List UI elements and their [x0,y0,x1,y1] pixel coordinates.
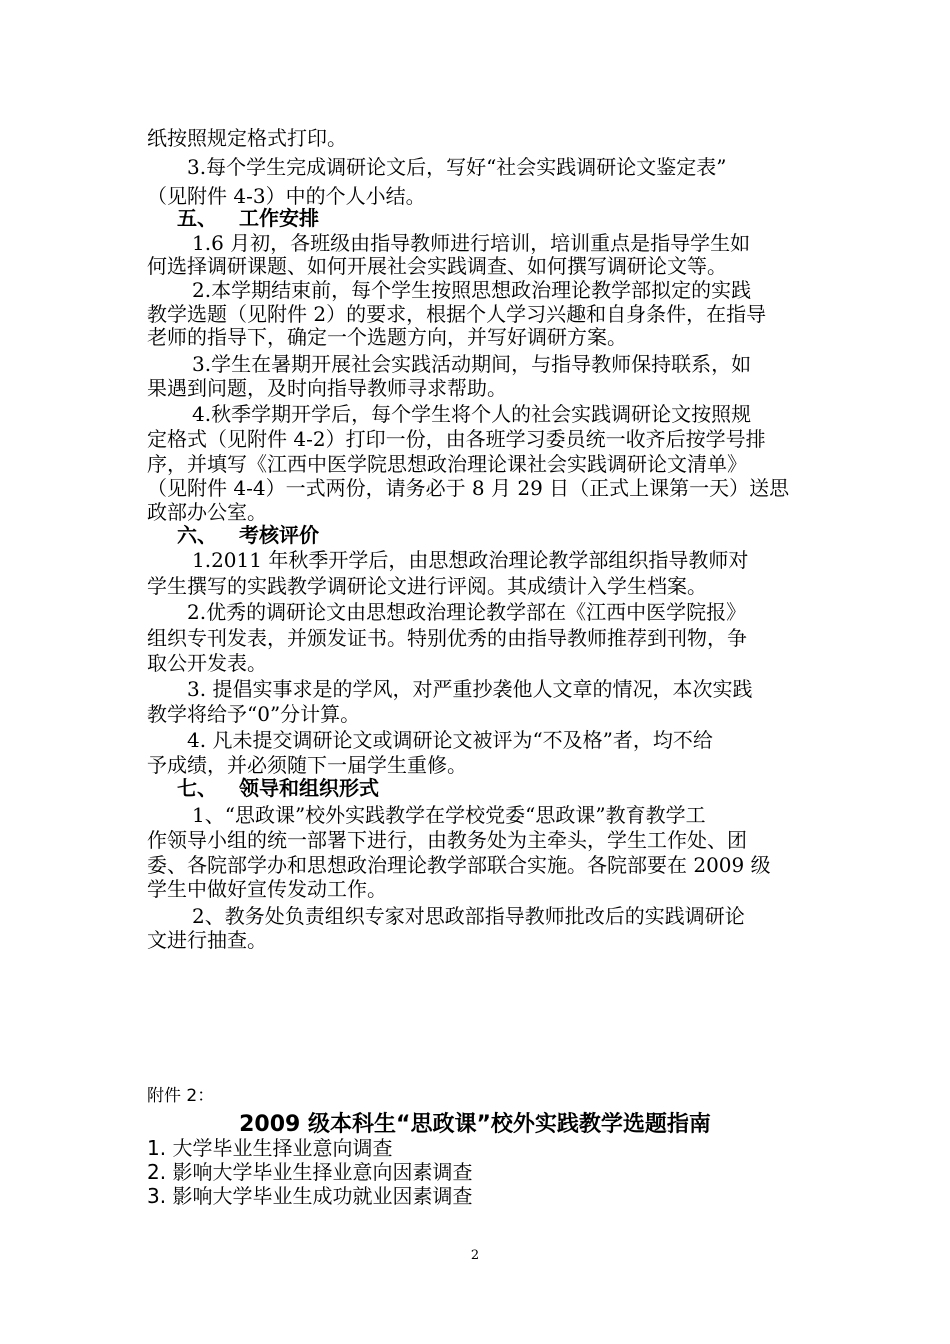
body-line: 1.6 月初，各班级由指导教师进行培训，培训重点是指导学生如 [192,231,751,255]
heading-number: 六、 [177,523,217,547]
heading-text: 工作安排 [239,206,319,230]
body-line: 定格式（见附件 4-2）打印一份，由各班学习委员统一收齐后按学号排 [147,427,766,451]
body-line: 委、各院部学办和思想政治理论教学部联合实施。各院部要在 2009 级 [147,853,771,877]
annex-label: 附件 2： [147,1086,215,1106]
page-number: 2 [470,1248,480,1263]
body-line: 取公开发表。 [147,651,267,675]
guide-title: 2009 级本科生“思政课”校外实践教学选题指南 [239,1112,711,1137]
body-line: 3.每个学生完成调研论文后，写好“社会实践调研论文鉴定表” [187,155,727,179]
body-line: 教学将给予“0”分计算。 [147,702,361,726]
body-line: 纸按照规定格式打印。 [147,126,347,150]
heading-text: 领导和组织形式 [239,776,379,800]
body-line: 果遇到问题，及时向指导教师寻求帮助。 [147,376,507,400]
body-line: 2.优秀的调研论文由思想政治理论教学部在《江西中医学院报》 [187,600,747,624]
body-line: 组织专刊发表，并颁发证书。特别优秀的由指导教师推荐到刊物，争 [147,626,747,650]
section-heading-7 [177,774,857,803]
heading-number: 五、 [177,206,217,230]
list-item: 2. 影响大学毕业生择业意向因素调查 [147,1160,473,1184]
body-line: 作领导小组的统一部署下进行，由教务处为主牵头，学生工作处、团 [147,828,747,852]
list-item: 1. 大学毕业生择业意向调查 [147,1136,393,1160]
list-item: 3. 影响大学毕业生成功就业因素调查 [147,1184,473,1208]
body-line: 3. 提倡实事求是的学风，对严重抄袭他人文章的情况，本次实践 [187,677,753,701]
body-line: 4.秋季学期开学后，每个学生将个人的社会实践调研论文按照规 [192,402,752,426]
body-line: 予成绩，并必须随下一届学生重修。 [147,753,467,777]
body-line: 教学选题（见附件 2）的要求，根据个人学习兴趣和自身条件，在指导 [147,302,767,326]
body-line: 2、教务处负责组织专家对思政部指导教师批改后的实践调研论 [192,904,745,928]
heading-text: 考核评价 [239,523,319,547]
body-line: 1.2011 年秋季开学后，由思想政治理论教学部组织指导教师对 [192,548,749,572]
body-line: 4. 凡未提交调研论文或调研论文被评为“不及格”者，均不给 [187,728,713,752]
body-line: 学生撰写的实践教学调研论文进行评阅。其成绩计入学生档案。 [147,574,707,598]
heading-number: 七、 [177,776,217,800]
body-line: 学生中做好宣传发动工作。 [147,877,387,901]
body-line: 何选择调研课题、如何开展社会实践调查、如何撰写调研论文等。 [147,254,727,278]
body-line: 政部办公室。 [147,500,267,524]
body-line: （见附件 4-3）中的个人小结。 [147,184,426,208]
body-line: 3.学生在暑期开展社会实践活动期间，与指导教师保持联系，如 [192,352,752,376]
body-line: （见附件 4-4）一式两份，请务必于 8 月 29 日（正式上课第一天）送思 [147,476,790,500]
body-line: 序，并填写《江西中医学院思想政治理论课社会实践调研论文清单》 [147,452,747,476]
body-line: 1、“思政课”校外实践教学在学校党委“思政课”教育教学工 [192,803,706,827]
body-line: 文进行抽查。 [147,928,267,952]
body-line: 2.本学期结束前，每个学生按照思想政治理论教学部拟定的实践 [192,278,752,302]
body-line: 老师的指导下，确定一个选题方向，并写好调研方案。 [147,325,627,349]
